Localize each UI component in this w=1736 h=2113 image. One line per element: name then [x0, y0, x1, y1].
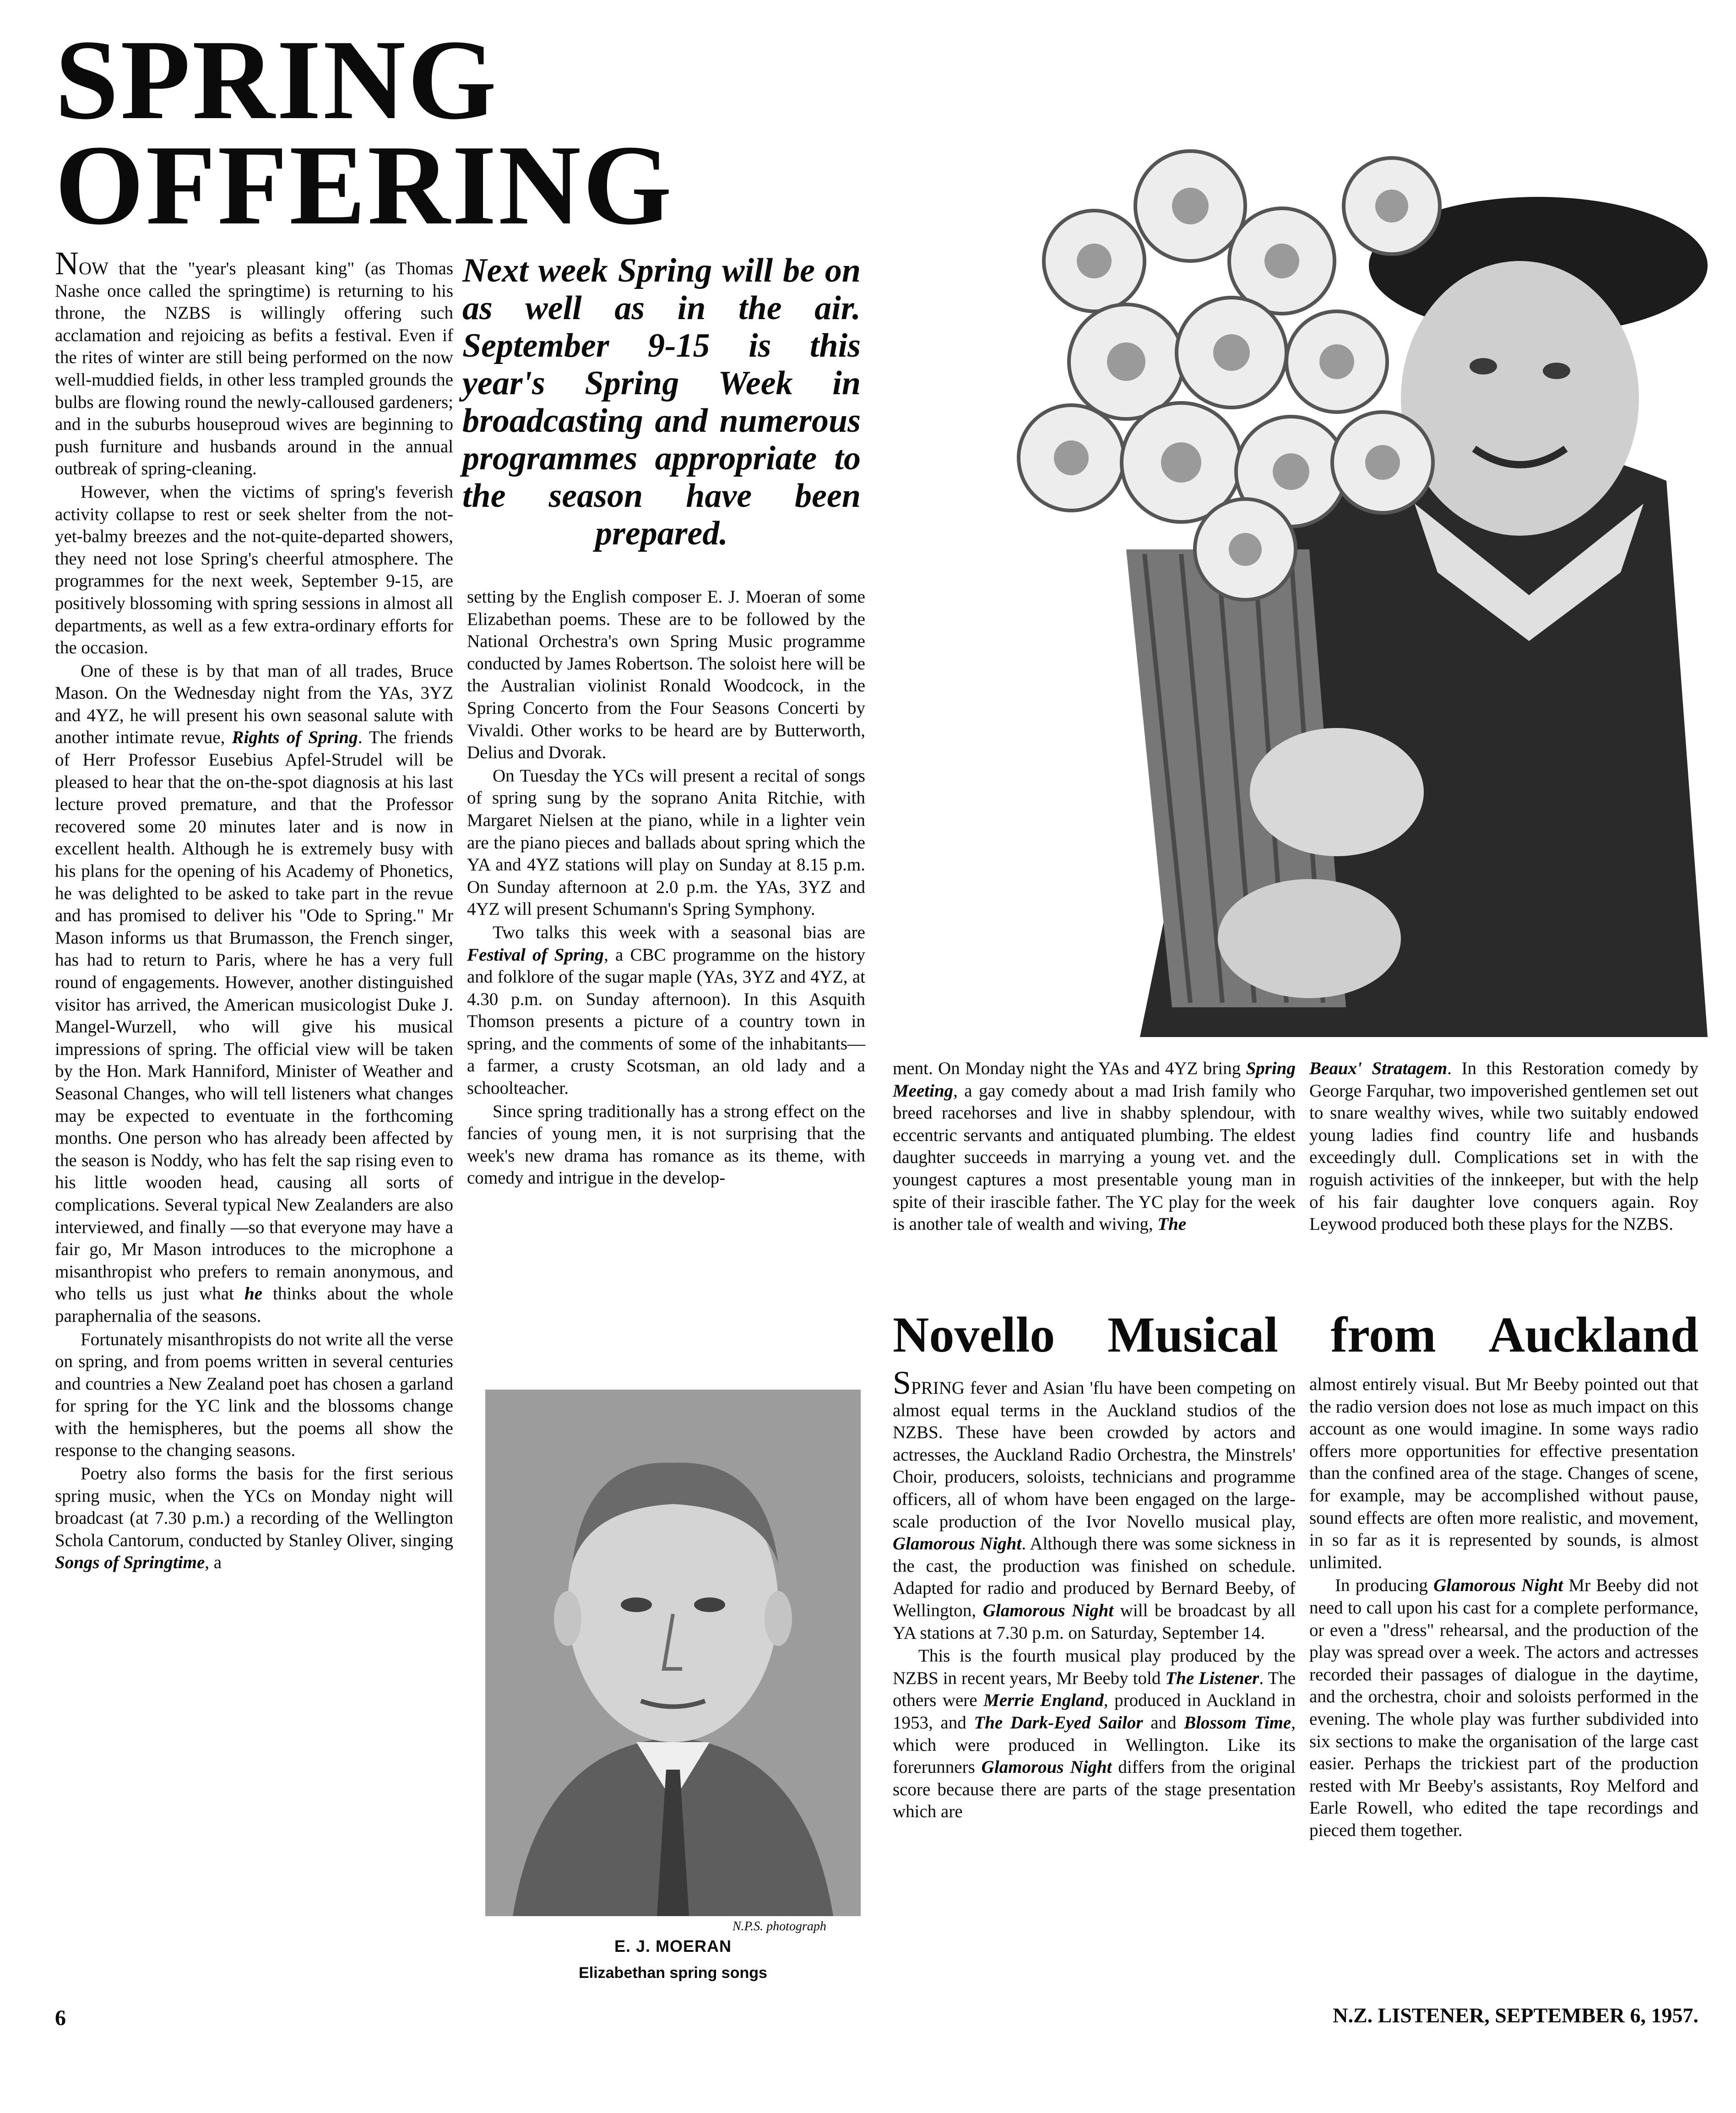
col4-bottom-p2b: Mr Beeby did not need to call upon his cast for a complete performance, or even a "dress" rehearsal, and the production of the play was spread over a week. The actors and actresses recorded their passages of dialogue in the daytime, and the orchestra, choir and soloists performed in the evening. The whole play was further subdivided into six sections to make the organisation of the large cast easier. Perhaps the trickiest part of the production rested with Mr Beeby's assistants, Roy Melford and Earle Rowell, who edited the tape recordings and pieced them together.	[1309, 1575, 1699, 1840]
title-glamorous-night-3: Glamorous Night	[981, 1757, 1112, 1777]
publication-line: N.Z. LISTENER, SEPTEMBER 6, 1957.	[1333, 2004, 1698, 2027]
col1-p3a: One of these is by that man of all trades, Bruce Mason. On the Wednesday night from the YAs, 3YZ and 4YZ, he will present his own seasonal salute with another intimate revue,	[55, 661, 453, 748]
col2-paragraph-3	[467, 922, 865, 1100]
col1-p3b: . The friends of Herr Professor Eusebius Apfel-Strudel will be pleased to hear that the on-the-spot diagnosis at his last lecture proved premature, and that the Professor recovered some 20 minutes later and is now in excellent health. Although he is extremely busy with his plans for the opening of his Academy of Phonetics, he was delighted to be asked to take part in the revue and has promised to deliver his "Ode to Spring." Mr Mason informs us that Brumasson, the French singer, has had to return to Paris, where he has a very full round of engagements. However, another distinguished visitor has arrived, the American musicologist Duke J. Mangel-Wurzell, who will give his musical impressions of spring. The official view will be taken by the Hon. Mark Hanniford, Minister of Weather and Seasonal Changes, who will tell listeners what changes may be expected to eventuate in the forthcoming months. One person who has already been affected by the season is Noddy, who has felt the sap rising even to his little wooden head, causing all sorts of complications. Several typical New Zealanders are also interviewed, and finally —so that everyone may have a fair go, Mr Mason introduces to the microphone a misanthropist who prefers to remain anonymous, and who tells us just what	[55, 728, 453, 1304]
standfirst: Next week Spring will be on as well as in the air. September 9-15 is this year's Spring Week in broadcasting and numerous programmes appropriate to the season have been prepared.	[462, 252, 861, 552]
dropcap-s: S	[893, 1364, 911, 1401]
col1-paragraph-5	[55, 1463, 453, 1574]
title-rights-of-spring: Rights of Spring	[232, 728, 358, 748]
photo-ej-moeran	[485, 1390, 861, 1916]
column-1	[55, 245, 454, 1574]
col3-bottom-p2f: differs from the original score because there are parts of the stage presentation which are	[893, 1757, 1296, 1822]
col4-bottom-paragraph-2	[1309, 1575, 1698, 1841]
photo-caption-name: E. J. MOERAN	[614, 1937, 732, 1955]
col1-paragraph-2: However, when the victims of spring's feverish activity collapse to rest or seek shelter from the not-yet-balmy breezes and the not-quite-departed showers, they need not lose Spring's cheerful atmosphere. The programmes for the next week, September 9-15, are positively blossoming with spring sessions in almost all departments, as well as a few extra-ordinary efforts for the occasion.	[55, 482, 453, 658]
novello-word-3: from	[1330, 1307, 1436, 1363]
title-festival-of-spring: Festival of Spring	[467, 945, 604, 965]
title-glamorous-night-2: Glamorous Night	[982, 1600, 1114, 1620]
photo-caption-description: Elizabethan spring songs	[579, 1964, 767, 1982]
col3-bottom-p2b: . The others were	[893, 1668, 1296, 1711]
novello-headline	[893, 1307, 1698, 1362]
moeran-portrait-illustration	[485, 1390, 861, 1916]
dropcap: N	[55, 245, 79, 282]
page-number: 6	[55, 2006, 66, 2030]
headline-line-2: OFFERING	[55, 122, 674, 249]
column-4-top	[1309, 1058, 1698, 1236]
headline	[55, 16, 742, 249]
column-3-bottom	[893, 1364, 1296, 1823]
boy-daffodils-illustration	[934, 69, 1708, 1037]
col4-top-paragraph	[1309, 1058, 1698, 1236]
headline-line-1: SPRING	[55, 16, 499, 143]
col3-bottom-paragraph-2	[893, 1645, 1296, 1823]
title-glamorous-night-4: Glamorous Night	[1433, 1575, 1563, 1596]
col2-p3a: Two talks this week with a seasonal bias are	[493, 922, 865, 942]
title-dark-eyed-sailor: The Dark-Eyed Sailor	[974, 1712, 1143, 1733]
col1-paragraph-3	[55, 660, 453, 1328]
col1-p5b: , a	[205, 1553, 222, 1573]
title-songs-of-springtime: Songs of Springtime	[55, 1553, 205, 1573]
col3-bottom-p2c: , produced in Auckland in 1953, and	[893, 1690, 1296, 1733]
col3-top-paragraph	[893, 1058, 1296, 1236]
col3-bottom-paragraph-1	[893, 1364, 1296, 1644]
title-glamorous-night-1: Glamorous Night	[893, 1534, 1022, 1554]
column-4-bottom	[1309, 1374, 1698, 1841]
col4-bottom-p2a: In producing	[1335, 1575, 1434, 1596]
col3-bottom-p2a: This is the fourth musical play produced by the NZBS in recent years, Mr Beeby told	[893, 1646, 1296, 1688]
col3-bottom-p1b: . Although there was some sickness in the cast, the production was finished on schedule. Adapted for radio and produced by Bernard Beeby, of Wellington,	[893, 1534, 1296, 1620]
photo-credit: N.P.S. photograph	[732, 1919, 826, 1934]
novello-word-1: Novello	[893, 1307, 1055, 1363]
col1-p3c: thinks about the whole paraphernalia of the seasons.	[55, 1284, 454, 1326]
col4-bottom-paragraph-1: almost entirely visual. But Mr Beeby pointed out that the radio version does not lose as much impact on this account as one would imagine. In some ways radio offers more opportunities for effective presentation than the confined area of the stage. Changes of scene, for example, may be accomplished without pause, sound effects are often more realistic, and movement, in so far as it is represented by sounds, is almost unlimited.	[1309, 1374, 1698, 1572]
novello-word-2: Musical	[1107, 1307, 1278, 1363]
column-2	[467, 586, 865, 1190]
title-blossom-time: Blossom Time	[1184, 1712, 1291, 1733]
col1-p5a: Poetry also forms the basis for the first serious spring music, when the YCs on Monday night will broadcast (at 7.30 p.m.) a recording of the Wellington Schola Cantorum, conducted by Stanley Oliver, singing	[55, 1464, 453, 1550]
col3-top-p1b: , a gay comedy about a mad Irish family who breed racehorses and live in shabby splendour, with eccentric servants and antiquated plumbing. The eldest daughter succeeds in marrying a young vet. and the youngest captures a most presentable young man in spite of their irascible father. The YC play for the week is another tale of wealth and wiving,	[893, 1081, 1296, 1234]
photo-boy-with-daffodils	[934, 69, 1708, 1037]
col3-bottom-p2d: and	[1143, 1712, 1184, 1733]
col3-bottom-p1a: PRING fever and Asian 'flu have been competing on almost equal terms in the Auckland studios of the NZBS. These have been crowded by actors and actresses, the Auckland Radio Orchestra, the Minstrels' Choir, producers, soloists, technicians and programme officers, all of whom have been engaged on the large-scale production of the Ivor Novello musical play,	[893, 1378, 1296, 1532]
col2-paragraph-2: On Tuesday the YCs will present a recital of songs of spring sung by the soprano Anita Ritchie, with Margaret Nielsen at the piano, while in a lighter vein are the piano pieces and ballads about spring which the YA and 4YZ stations will play on Sunday at 8.15 p.m. On Sunday afternoon at 2.0 p.m. the YAs, 3YZ and 4YZ will present Schumann's Spring Symphony.	[467, 766, 865, 919]
col3-bottom-p2e: , which were produced in Wellington. Like its forerunners	[893, 1712, 1296, 1777]
title-the-listener: The Listener	[1165, 1668, 1259, 1688]
col2-paragraph-4: Since spring traditionally has a strong effect on the fancies of young men, it is not surprising that the week's new drama has romance as its theme, with comedy and intrigue in the develop-	[467, 1101, 865, 1188]
title-beaux-stratagem: Beaux' Stratagem	[1309, 1059, 1448, 1078]
title-merrie-england: Merrie England	[983, 1690, 1104, 1711]
title-spring-meeting: Spring Meeting	[893, 1059, 1296, 1101]
col2-paragraph-1: setting by the English composer E. J. Moeran of some Elizabethan poems. These are to be followed by the National Orchestra's own Spring Music programme conducted by James Robertson. The soloist here will be the Australian violinist Ronald Woodcock, in the Spring Concerto from the Four Seasons Concerti by Vivaldi. Other works to be heard are by Butterworth, Delius and Dvorak.	[467, 587, 865, 763]
col2-p3b: , a CBC programme on the history and folklore of the sugar maple (YAs, 3YZ and 4YZ, at 4.30 p.m. on Sunday afternoon). In this Asquith Thomson presents a picture of a country town in spring, and the comments of some of the inhabitants—a farmer, a crusty Scotsman, an old lady and a schoolteacher.	[467, 945, 865, 1098]
title-the: The	[1157, 1214, 1187, 1234]
col3-top-p1a: ment. On Monday night the YAs and 4YZ bring	[893, 1059, 1246, 1078]
col1-p1-text: OW that the "year's pleasant king" (as Thomas Nashe once called the springtime) is returning to his throne, the NZBS is willingly offering such acclamation and rejoicing as befits a festival. Even if the rites of winter are still being performed on the now well-muddied fields, in other less trampled grounds the bulbs are flowing round the newly-calloused gardeners; and in the suburbs houseproud wives are beginning to push furniture and husbands around in the annual outbreak of spring-cleaning.	[55, 259, 453, 479]
col4-top-p1b: . In this Restoration comedy by George Farquhar, two impoverished gentlemen set out to snare wealthy wives, while two suitably endowed young ladies find country life and husbands exceedingly dull. Complications set in with the roguish activities of the innkeeper, but with the help of his fair daughter love conquers again. Roy Leywood produced both these plays for the NZBS.	[1309, 1059, 1698, 1234]
col3-bottom-p1c: will be broadcast by all YA stations at 7.30 p.m. on Saturday, September 14.	[893, 1600, 1296, 1643]
column-3-top	[893, 1058, 1296, 1236]
emphasis-he: he	[244, 1284, 263, 1304]
col1-paragraph-1	[55, 245, 453, 480]
col1-paragraph-4: Fortunately misanthropists do not write all the verse on spring, and from poems written in several centuries and countries a New Zealand poet has chosen a garland for spring for the YC link and the blossoms change with the hemispheres, but the poems all show the response to the changing seasons.	[55, 1329, 453, 1461]
novello-word-4: Auckland	[1488, 1307, 1698, 1363]
